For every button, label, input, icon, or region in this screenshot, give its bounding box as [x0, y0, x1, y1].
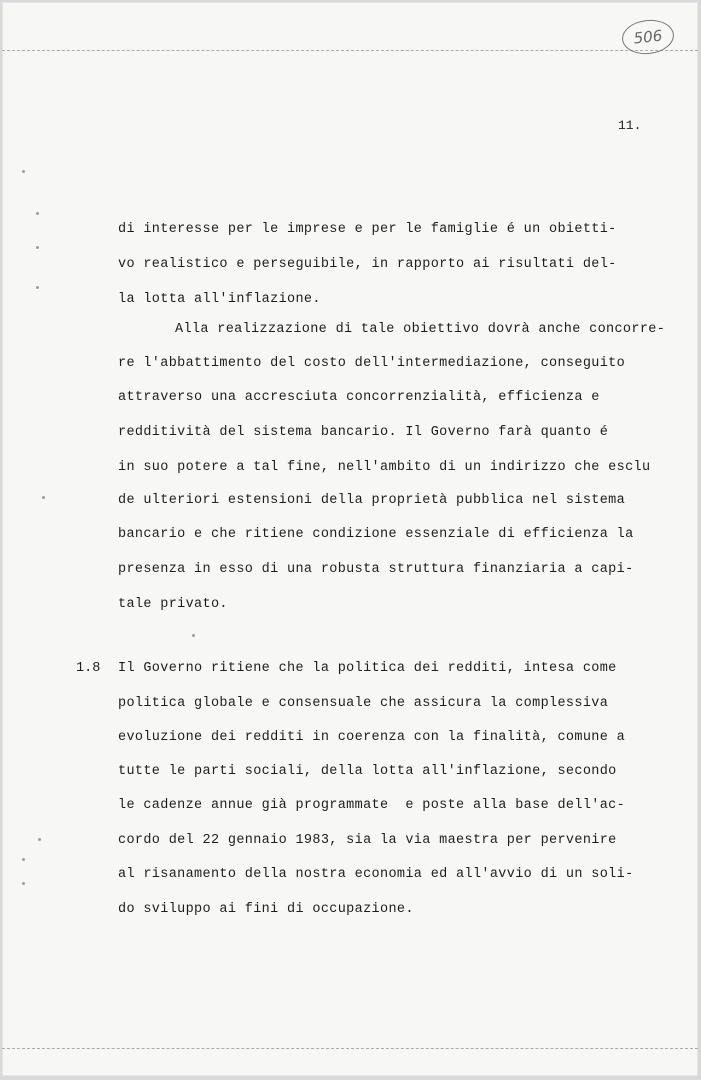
paragraph-line: di interesse per le imprese e per le famiglie é un obietti- [118, 222, 617, 237]
scan-speck [36, 212, 39, 215]
scan-speck [22, 858, 25, 861]
paragraph-line: cordo del 22 gennaio 1983, sia la via maestra per pervenire [118, 833, 617, 848]
archive-stamp: 506 [620, 17, 675, 56]
paragraph-line: le cadenze annue già programmate e poste alla base dell'ac- [118, 798, 626, 813]
top-scan-rule [2, 50, 698, 51]
page-number: 11. [618, 118, 642, 133]
scan-speck [192, 634, 195, 637]
scan-speck [36, 246, 39, 249]
scan-speck [38, 838, 41, 841]
scan-speck [36, 286, 39, 289]
section-number: 1.8 [76, 661, 101, 676]
paragraph-line: re l'abbattimento del costo dell'intermediazione, conseguito [118, 356, 626, 371]
paragraph-line: attraverso una accresciuta concorrenzialità, efficienza e [118, 390, 600, 405]
paragraph-line: bancario e che ritiene condizione essenziale di efficienza la [118, 527, 634, 542]
document-page [2, 2, 698, 1076]
scan-speck [42, 496, 45, 499]
paragraph-line: tale privato. [118, 597, 228, 612]
paragraph-line: in suo potere a tal fine, nell'ambito di un indirizzo che esclu [118, 460, 651, 475]
paragraph-line: Alla realizzazione di tale obiettivo dovrà anche concorre- [175, 322, 666, 337]
paragraph-line: vo realistico e perseguibile, in rapporto ai risultati del- [118, 257, 617, 272]
paragraph-line: evoluzione dei redditi in coerenza con la finalità, comune a [118, 730, 626, 745]
paragraph-line: presenza in esso di una robusta struttura finanziaria a capi- [118, 562, 634, 577]
bottom-scan-rule [2, 1048, 698, 1049]
paragraph-line: al risanamento della nostra economia ed all'avvio di un soli- [118, 867, 634, 882]
paragraph-line: do sviluppo ai fini di occupazione. [118, 902, 414, 917]
scan-speck [22, 170, 25, 173]
paragraph-line: Il Governo ritiene che la politica dei redditi, intesa come [118, 661, 617, 676]
paragraph-line: la lotta all'inflazione. [118, 292, 321, 307]
paragraph-line: de ulteriori estensioni della proprietà pubblica nel sistema [118, 493, 626, 508]
scan-speck [22, 882, 25, 885]
paragraph-line: tutte le parti sociali, della lotta all'inflazione, secondo [118, 764, 617, 779]
paragraph-line: redditività del sistema bancario. Il Governo farà quanto é [118, 425, 609, 440]
paragraph-line: politica globale e consensuale che assicura la complessiva [118, 696, 609, 711]
